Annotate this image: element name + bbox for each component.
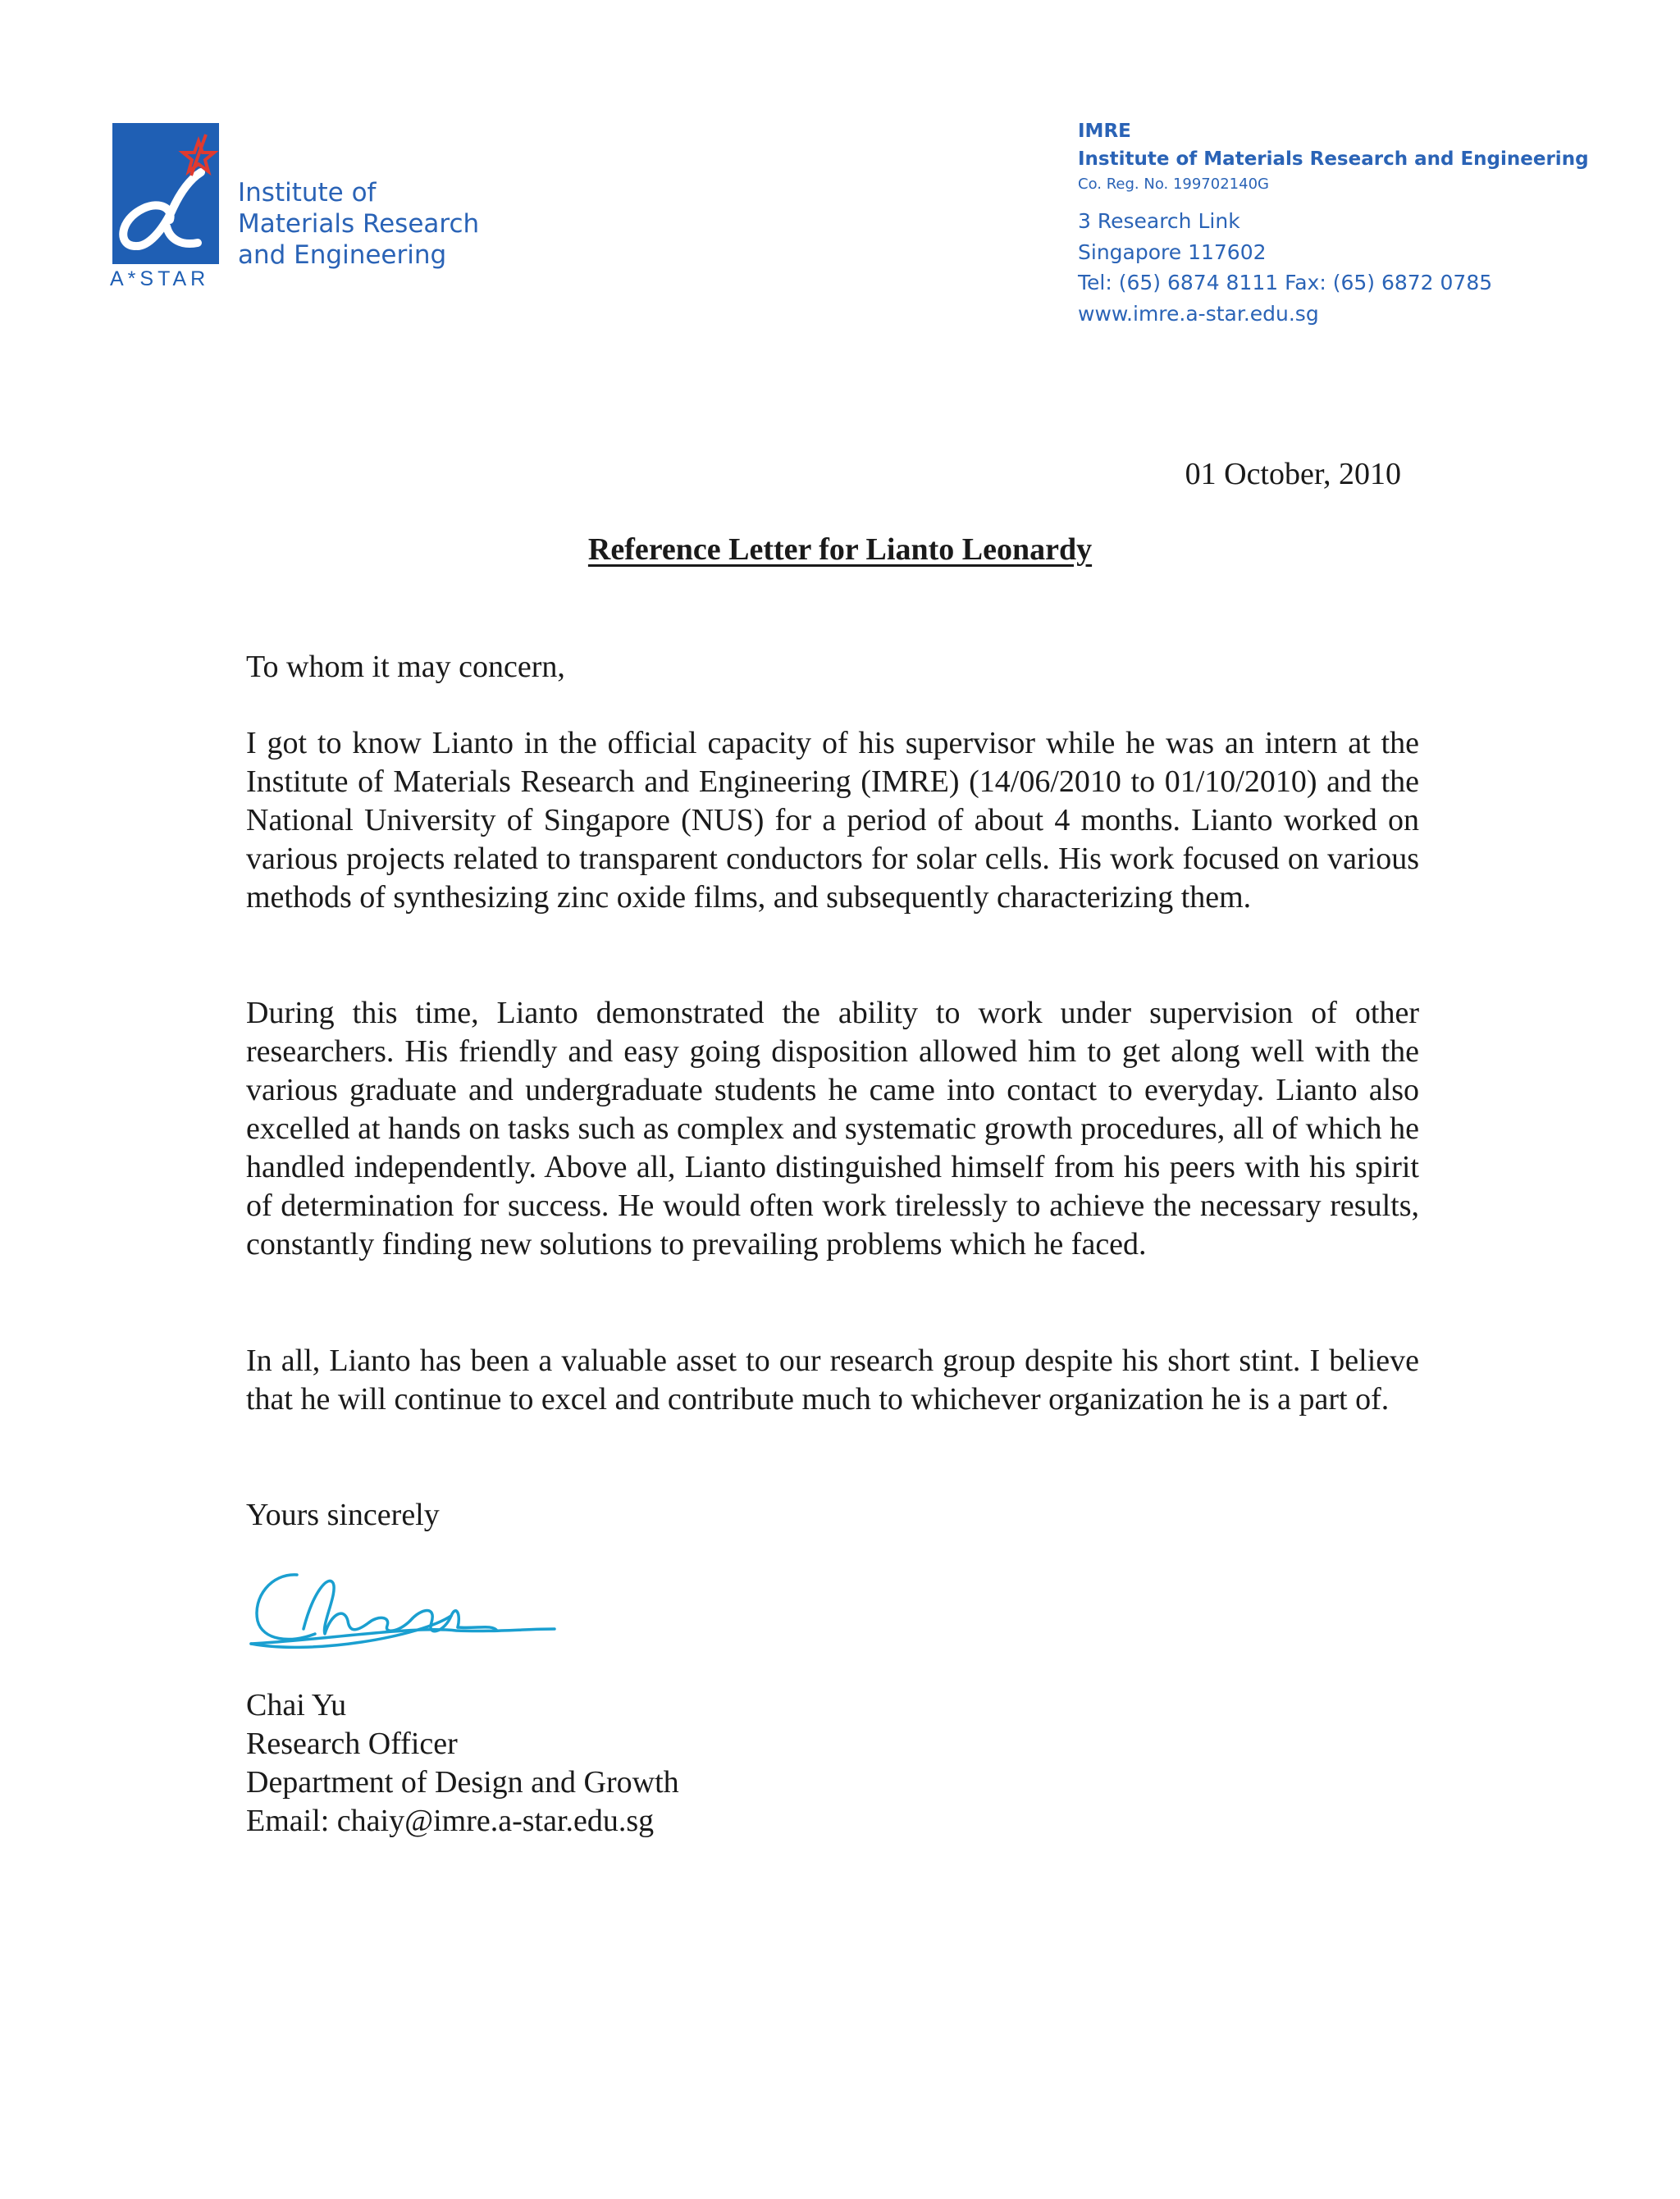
institute-name-line: Materials Research (238, 209, 480, 239)
handwritten-signature (246, 1558, 558, 1677)
signatory-name: Chai Yu (246, 1688, 347, 1722)
astar-caption: A*STAR (110, 267, 210, 290)
contact-block (1078, 117, 1589, 329)
body-paragraph: In all, Lianto has been a valuable asset to our research group despite his short stint. I believe that he will continue to excel and contribute much to whichever organization he is a part of. (246, 1344, 1419, 1417)
salutation: To whom it may concern, (246, 650, 565, 684)
address-line: Singapore 117602 (1078, 240, 1267, 264)
body-paragraph: During this time, Lianto demonstrated the ability to work under supervision of other researchers. His friendly and easy going disposition allowed him to get along well with the various graduate and undergraduate students he came into contact to everyday. Lianto also excelled at hands on tasks such as complex and systematic growth procedures, all of which he handled independently. Above all, Lianto distinguished himself from his peers with his spirit of determination for success. He would often work tirelessly to achieve the necessary results, constantly finding new solutions to prevailing problems which he faced. (246, 996, 1419, 1261)
letter-title: Reference Letter for Lianto Leonardy (587, 532, 1093, 567)
institute-name-line: and Engineering (238, 240, 447, 270)
institute-name-block (238, 177, 479, 271)
institute-name-line: Institute of (238, 178, 377, 208)
letter-date: 01 October, 2010 (1185, 457, 1401, 491)
closing: Yours sincerely (246, 1498, 440, 1532)
website-link[interactable]: www.imre.a-star.edu.sg (1078, 301, 1319, 326)
body-paragraph: I got to know Lianto in the official capacity of his supervisor while he was an intern at the Institute of Materials Research and Engineering (IMRE) (14/06/2010 to 01/10/2010) and the National University of Singapore (NUS) for a period of about 4 months. Lianto worked on various projects related to transparent conductors for solar cells. His work focused on various methods of synthesizing zinc oxide films, and subsequently characterizing them. (246, 726, 1419, 915)
signatory-department: Department of Design and Growth (246, 1765, 679, 1800)
tel-fax: Tel: (65) 6874 8111 Fax: (65) 6872 0785 (1078, 271, 1493, 294)
signatory-position: Research Officer (246, 1727, 458, 1761)
address-line: 3 Research Link (1078, 209, 1240, 233)
signatory-block (246, 1686, 679, 1841)
astar-logo-graphic (112, 123, 219, 264)
signatory-email[interactable]: Email: chaiy@imre.a-star.edu.sg (246, 1804, 655, 1838)
org-abbreviation: IMRE (1078, 121, 1131, 142)
org-full-name: Institute of Materials Research and Engineering (1078, 148, 1589, 170)
company-registration: Co. Reg. No. 199702140G (1078, 176, 1269, 193)
astar-logo (112, 123, 219, 264)
